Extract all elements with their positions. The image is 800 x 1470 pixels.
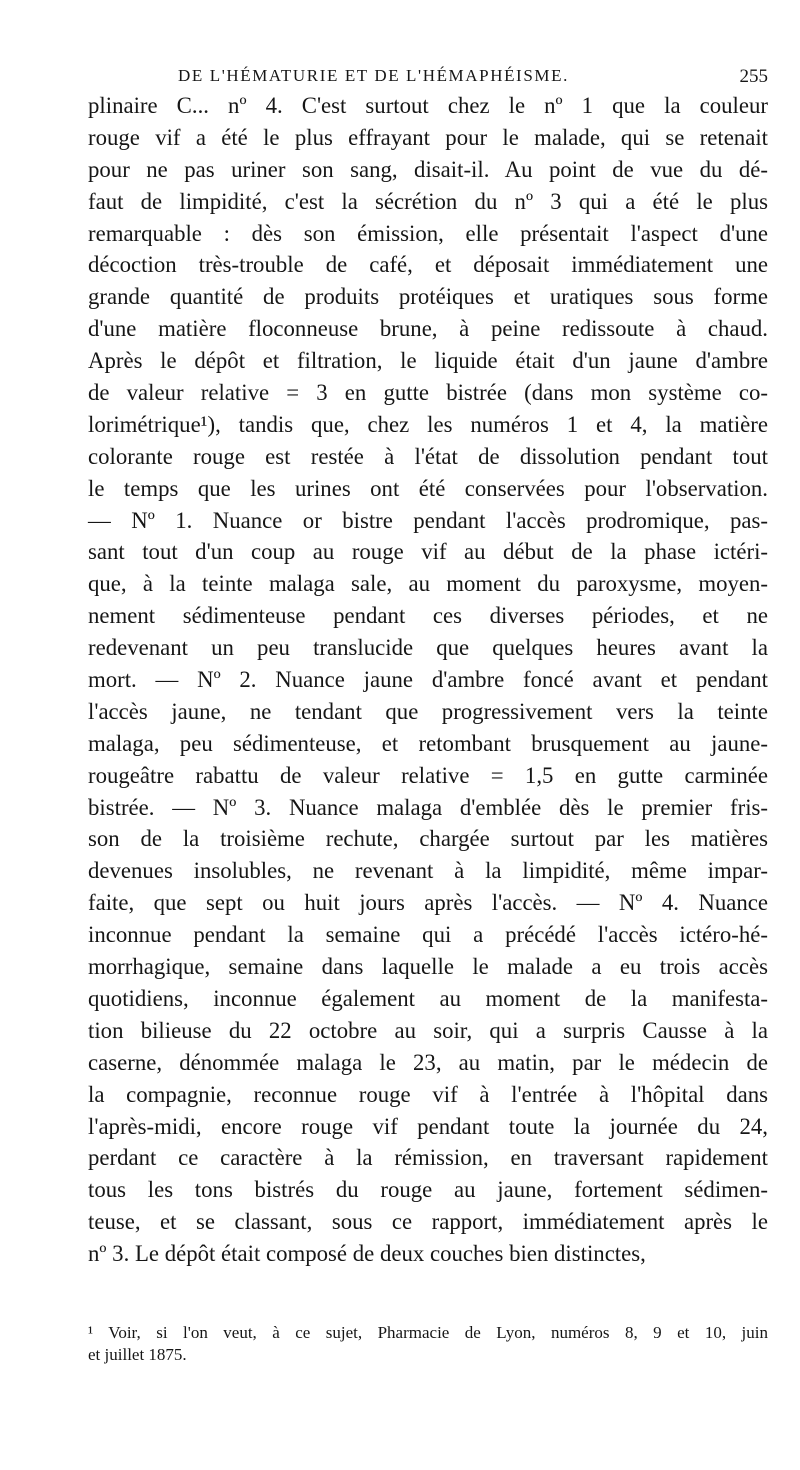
text-line: redevenant un peu translucide que quelques heures avant la [88,635,768,661]
text-line: — Nº 1. Nuance or bistre pendant l'accès prodromique, pas- [88,507,768,533]
text-line: sant tout d'un coup au rouge vif au début de la phase ictéri- [88,539,768,565]
text-line: bistrée. — Nº 3. Nuance malaga d'emblée dès le premier fris- [88,794,768,820]
text-line: la compagnie, reconnue rouge vif à l'entrée à l'hôpital dans [88,1081,768,1107]
text-line: inconnue pendant la semaine qui a précédé l'accès ictéro-hé- [88,922,768,948]
running-title: DE L'HÉMATURIE ET DE L'HÉMAPHÉISME. [178,66,569,85]
text-line: faite, que sept ou huit jours après l'accès. — Nº 4. Nuance [88,890,768,916]
text-line: devenues insolubles, ne revenant à la limpidité, même impar- [88,858,768,884]
footnote [88,1322,768,1366]
body-text [88,90,768,1270]
text-line: d'une matière floconneuse brune, à peine redissoute à chaud. [88,316,768,342]
text-line: décoction très-trouble de café, et déposait immédiatement une [88,252,768,278]
text-line: l'accès jaune, ne tendant que progressivement vers la teinte [88,698,768,724]
text-line: rougeâtre rabattu de valeur relative = 1,5 en gutte carminée [88,762,768,788]
text-line: caserne, dénommée malaga le 23, au matin, par le médecin de [88,1049,768,1075]
text-line: tous les tons bistrés du rouge au jaune, fortement sédimen- [88,1177,768,1203]
footnote-line: et juillet 1875. [88,1345,187,1364]
text-line: de valeur relative = 3 en gutte bistrée (dans mon système co- [88,380,768,406]
text-line: perdant ce caractère à la rémission, en traversant rapidement [88,1145,768,1171]
text-line: pour ne pas uriner son sang, disait-il. Au point de vue du dé- [88,156,768,182]
text-line: remarquable : dès son émission, elle présentait l'aspect d'une [88,220,768,246]
text-line: le temps que les urines ont été conservées pour l'observation. [88,475,768,501]
text-line: morrhagique, semaine dans laquelle le malade a eu trois accès [88,954,768,980]
text-line: grande quantité de produits protéiques et uratiques sous forme [88,284,768,310]
text-line: nement sédimenteuse pendant ces diverses périodes, et ne [88,603,768,629]
text-line: que, à la teinte malaga sale, au moment du paroxysme, moyen- [88,571,768,597]
text-line: faut de limpidité, c'est la sécrétion du nº 3 qui a été le plus [88,188,768,214]
text-line: Après le dépôt et filtration, le liquide était d'un jaune d'ambre [88,348,768,374]
page-number: 255 [739,66,768,87]
text-line: colorante rouge est restée à l'état de dissolution pendant tout [88,443,768,469]
text-line: lorimétrique¹), tandis que, chez les numéros 1 et 4, la matière [88,411,768,437]
text-line: tion bilieuse du 22 octobre au soir, qui a surpris Causse à la [88,1017,768,1043]
text-line: mort. — Nº 2. Nuance jaune d'ambre foncé avant et pendant [88,667,768,693]
text-line: l'après-midi, encore rouge vif pendant toute la journée du 24, [88,1113,768,1139]
text-line: plinaire C... nº 4. C'est surtout chez le nº 1 que la couleur [88,93,768,118]
footnote-line: ¹ Voir, si l'on veut, à ce sujet, Pharmacie de Lyon, numéros 8, 9 et 10, juin [88,1323,768,1342]
text-line: quotidiens, inconnue également au moment de la manifesta- [88,985,768,1011]
text-line: rouge vif a été le plus effrayant pour le malade, qui se retenait [88,124,768,150]
text-line: teuse, et se classant, sous ce rapport, immédiatement après le [88,1209,768,1235]
text-line: malaga, peu sédimenteuse, et retombant brusquement au jaune- [88,730,768,756]
text-line: son de la troisième rechute, chargée surtout par les matières [88,826,768,852]
text-line: nº 3. Le dépôt était composé de deux couches bien distinctes, [88,1241,646,1267]
